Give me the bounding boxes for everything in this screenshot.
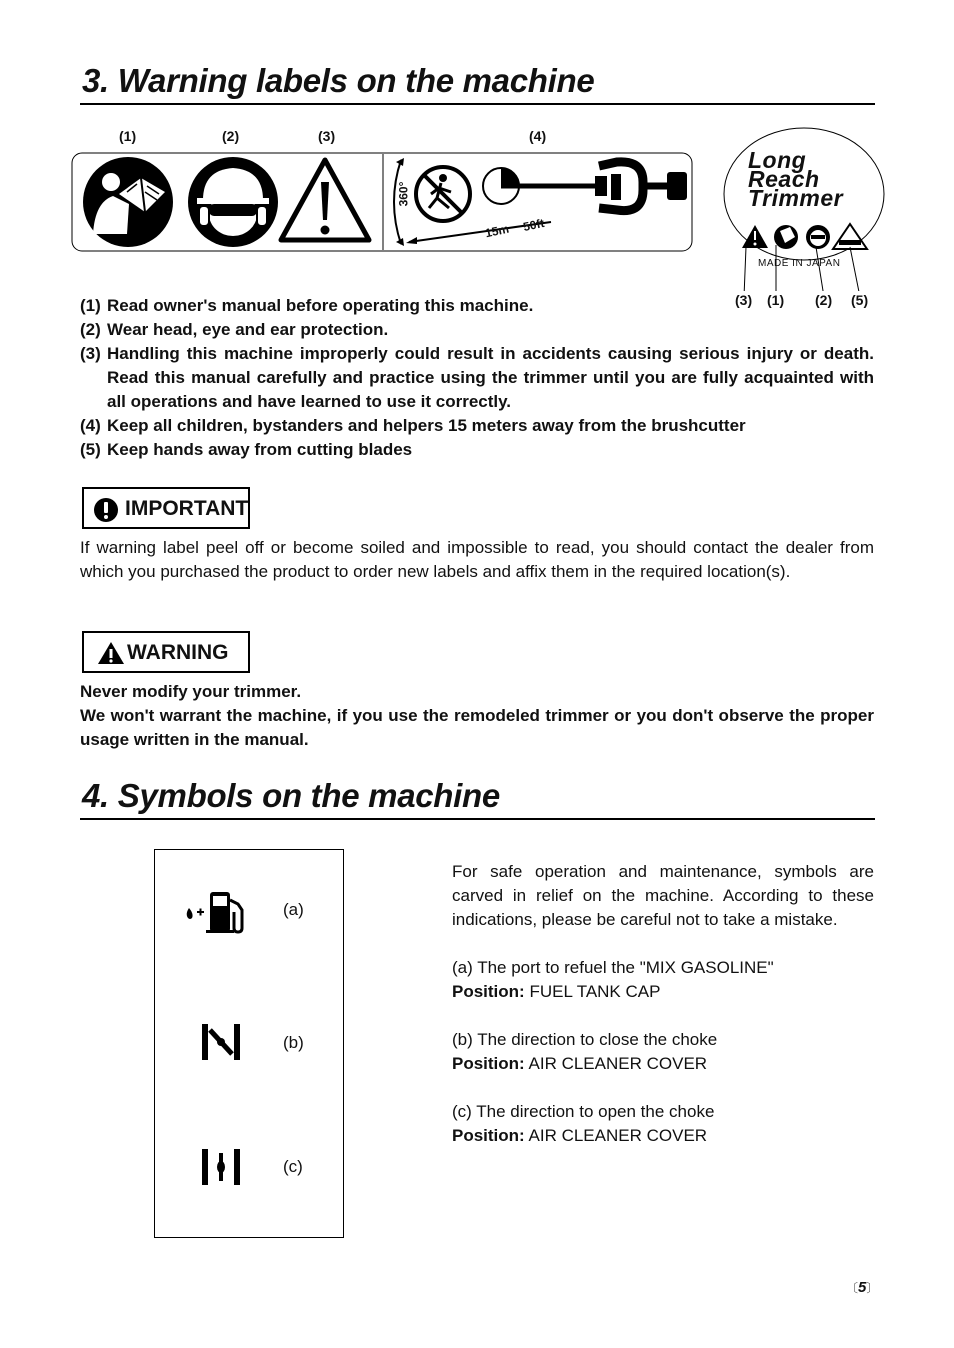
symbol-label-a: (a) [283, 900, 304, 919]
section4-rule [80, 818, 875, 820]
callout-3: (3) [318, 128, 336, 144]
choke-close-icon [200, 1022, 242, 1062]
list-item: (4) Keep all children, bystanders and helpers 15 meters away from the brushcutter [80, 416, 746, 435]
badge-callout-1: (1) [767, 292, 785, 308]
symbols-intro: For safe operation and maintenance, symbols are carved in relief on the machine. According to these indications, please be careful not to take a mistake. [452, 862, 874, 929]
badge-callout-5: (5) [851, 292, 869, 308]
symbol-b-position: Position: AIR CLEANER COVER [452, 1054, 708, 1073]
symbol-label-c: (c) [283, 1157, 303, 1176]
symbol-a-position: Position: FUEL TANK CAP [452, 982, 661, 1001]
warning-text-line2: We won't warrant the machine, if you use the remodeled trimmer or you don't observe the proper usage written in the manual. [80, 706, 874, 749]
badge-protection-icon [806, 225, 830, 249]
callout-2: (2) [222, 128, 240, 144]
symbols-box [154, 849, 344, 1238]
list-item: (1) Read owner's manual before operating this machine. [80, 296, 534, 315]
badge-read-manual-icon [774, 225, 798, 249]
panel4-angle: 360° [396, 181, 411, 207]
choke-open-icon [200, 1147, 242, 1187]
panel4-distance-ft: 50ft [521, 215, 546, 235]
symbol-c-position: Position: AIR CLEANER COVER [452, 1126, 708, 1145]
badge-callout-3: (3) [735, 292, 753, 308]
badge-title-long: Long [748, 147, 807, 173]
exclamation-icon [94, 498, 118, 522]
list-item: (3) Handling this machine improperly could result in accidents causing serious injury or death. Read this manual carefully and practice using the trimmer until you are fully acquainted with all operations and have learned to use it correctly. [80, 344, 874, 411]
important-label: IMPORTANT [82, 487, 250, 529]
symbol-a-desc: (a) The port to refuel the "MIX GASOLINE" [452, 958, 774, 977]
callout-4: (4) [529, 128, 547, 144]
protection-icon [188, 157, 278, 247]
read-manual-icon [83, 157, 173, 247]
list-item: (2) Wear head, eye and ear protection. [80, 320, 389, 339]
section3-rule [80, 103, 875, 105]
product-badge [722, 127, 886, 291]
list-item: (5) Keep hands away from cutting blades [80, 440, 413, 459]
warning-text-line1: Never modify your trimmer. [80, 682, 302, 701]
symbol-b-desc: (b) The direction to close the choke [452, 1030, 718, 1049]
section4-title: 4. Symbols on the machine [82, 777, 500, 814]
section3-title: 3. Warning labels on the machine [82, 62, 595, 99]
panel4-distance-m: 15m [483, 221, 511, 241]
badge-title-trimmer: Trimmer [748, 185, 844, 211]
page-number: 〔5〕 [846, 1279, 879, 1296]
symbol-c-desc: (c) The direction to open the choke [452, 1102, 715, 1121]
callout-1: (1) [119, 128, 137, 144]
badge-title-reach: Reach [748, 166, 820, 192]
fuel-pump-icon [184, 890, 248, 934]
warning-triangle-icon [97, 641, 125, 665]
badge-made-in: MADE IN JAPAN [758, 258, 841, 269]
warning-label-strip [71, 152, 693, 252]
badge-callout-2: (2) [815, 292, 833, 308]
symbol-label-b: (b) [283, 1033, 304, 1052]
important-text: If warning label peel off or become soiled and impossible to read, you should contact the dealer from which you purchased the product to order new labels and affix them in the required location(s). [80, 538, 874, 581]
warning-label: WARNING [82, 631, 250, 673]
